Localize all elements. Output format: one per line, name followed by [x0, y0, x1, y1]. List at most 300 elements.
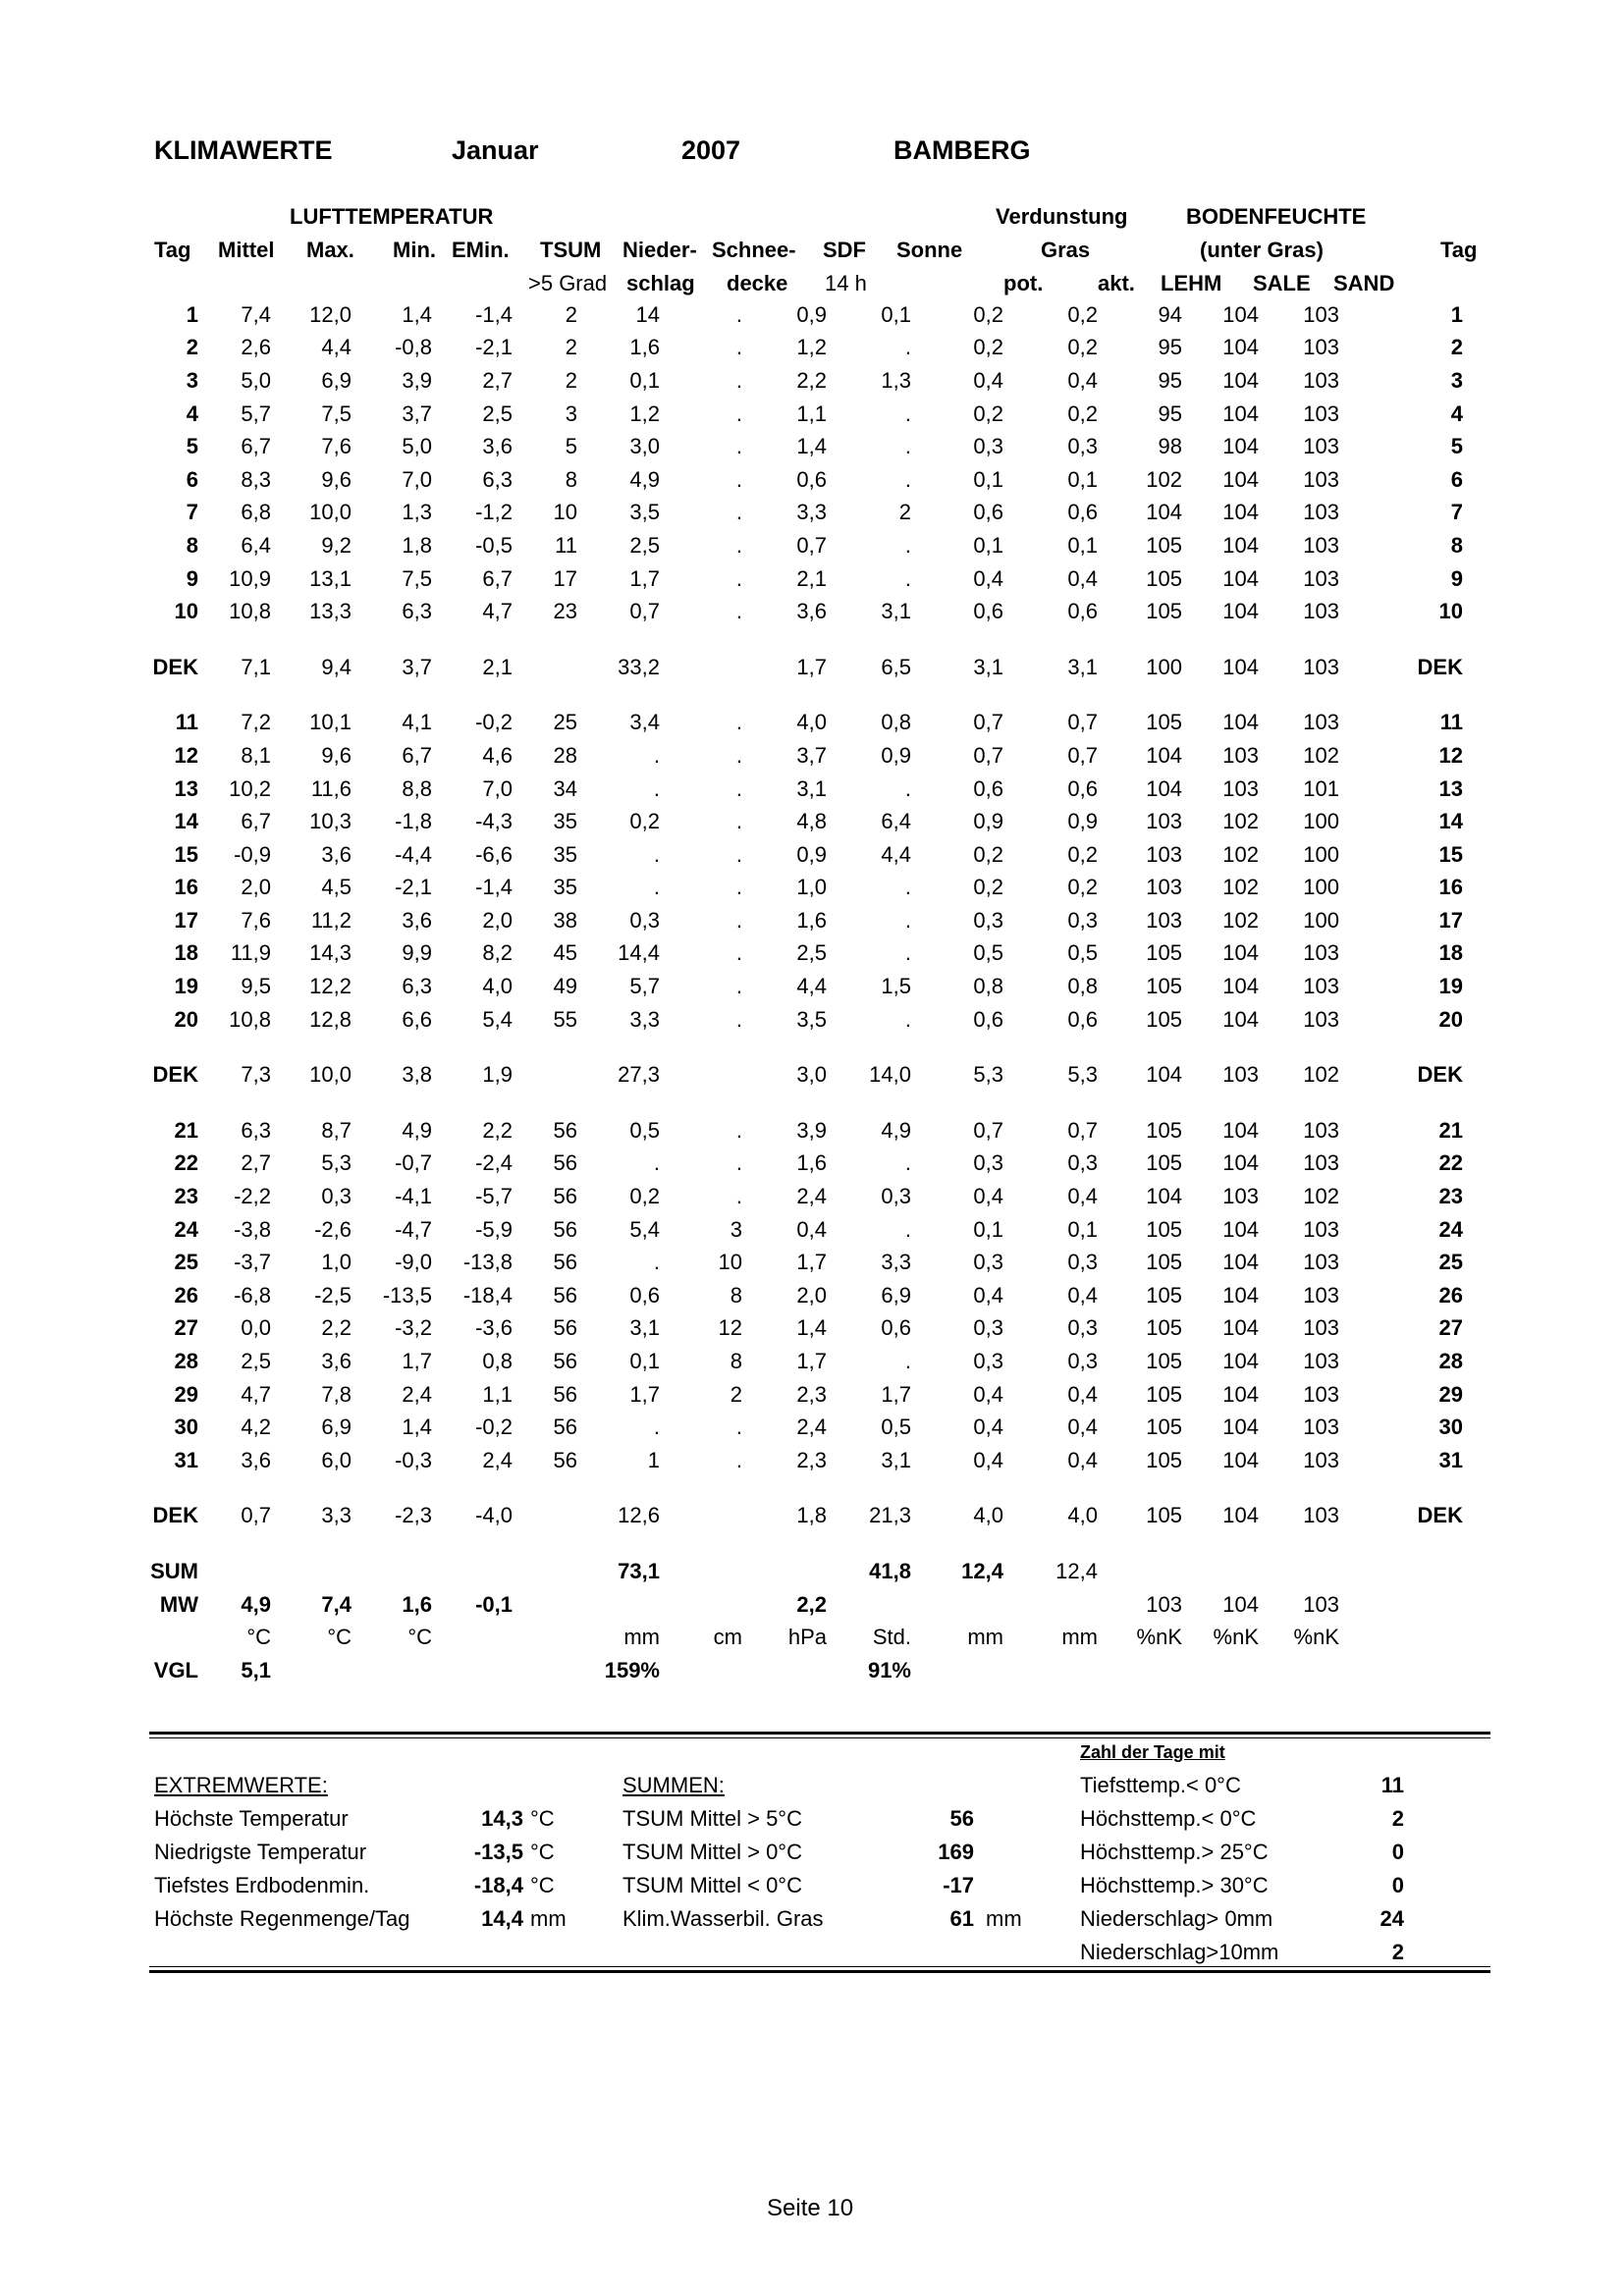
- cell: 8: [730, 1282, 742, 1308]
- cell: [660, 1555, 742, 1588]
- cell: .: [735, 907, 742, 933]
- table-row: [149, 497, 1463, 530]
- cell: 3,0: [629, 434, 660, 459]
- cell: 4,9: [881, 1117, 911, 1143]
- cell: 0,1: [973, 1216, 1003, 1242]
- cell: [827, 1588, 911, 1622]
- cell: [660, 1500, 742, 1533]
- cell: 6,5: [881, 654, 911, 679]
- tage-value: 0: [1391, 1840, 1404, 1864]
- cell: 104: [1222, 434, 1259, 459]
- header-unter-gras: (unter Gras): [1200, 238, 1324, 262]
- cell: 105: [1146, 532, 1182, 558]
- cell: .: [735, 335, 742, 360]
- cell: 11,6: [310, 775, 352, 801]
- table-row: [149, 872, 1463, 905]
- tage-label: Niederschlag> 0mm: [1080, 1906, 1273, 1931]
- header-grad5: >5 Grad: [528, 271, 608, 295]
- cell: 14,3: [309, 940, 352, 966]
- cell: 102: [1303, 742, 1339, 768]
- spacer-row: [149, 684, 1463, 707]
- cell: 103: [1303, 500, 1339, 525]
- cell: 6: [1450, 466, 1463, 492]
- cell: 5,3: [1067, 1062, 1098, 1088]
- cell: 0,7: [973, 710, 1003, 735]
- cell: 3: [730, 1216, 742, 1242]
- cell: 0,4: [1067, 1447, 1098, 1472]
- cell: 105: [1146, 1415, 1182, 1440]
- cell: 31: [174, 1447, 198, 1472]
- cell: Std.: [872, 1625, 911, 1650]
- cell: [1003, 1588, 1098, 1622]
- cell: 103: [1303, 654, 1339, 679]
- cell: 0,1: [973, 532, 1003, 558]
- extremwert-value: -18,4: [473, 1873, 523, 1897]
- cell: 0,8: [973, 974, 1003, 999]
- cell: 103: [1303, 301, 1339, 327]
- cell: 3,6: [482, 434, 513, 459]
- cell: 2,2: [321, 1315, 352, 1341]
- cell: 2,2: [796, 1591, 827, 1617]
- cell: 0,9: [796, 841, 827, 867]
- cell: 2,5: [482, 400, 513, 426]
- cell: 3,1: [1067, 654, 1098, 679]
- cell: 33,2: [618, 654, 660, 679]
- cell: 12: [1438, 742, 1463, 768]
- cell: 34: [553, 775, 577, 801]
- cell: [1339, 1654, 1463, 1687]
- cell: .: [735, 565, 742, 591]
- cell: 1,7: [881, 1381, 911, 1407]
- cell: 14,0: [869, 1062, 911, 1088]
- cell: 100: [1303, 875, 1339, 900]
- cell: [911, 1588, 1003, 1622]
- cell: 3,4: [629, 710, 660, 735]
- cell: .: [904, 1216, 911, 1242]
- cell: 0,4: [1067, 565, 1098, 591]
- cell: 27: [174, 1315, 198, 1341]
- cell: cm: [713, 1625, 742, 1650]
- cell: 5,3: [321, 1150, 352, 1176]
- cell: 9: [186, 565, 198, 591]
- cell: 7,8: [321, 1381, 352, 1407]
- cell: 2: [898, 500, 911, 525]
- cell: 102: [1222, 875, 1259, 900]
- header-max: Max.: [306, 238, 354, 262]
- cell: 100: [1303, 809, 1339, 834]
- cell: 4,0: [973, 1503, 1003, 1528]
- cell: .: [653, 1415, 660, 1440]
- cell: 0,7: [1067, 742, 1098, 768]
- cell: 5,4: [629, 1216, 660, 1242]
- cell: 4,9: [402, 1117, 432, 1143]
- cell: 104: [1146, 1184, 1182, 1209]
- cell: DEK: [1417, 1503, 1463, 1528]
- cell: 0,3: [1067, 1349, 1098, 1374]
- cell: .: [904, 565, 911, 591]
- header-gras: Gras: [1041, 238, 1091, 262]
- cell: .: [904, 875, 911, 900]
- title-station: BAMBERG: [893, 135, 1031, 165]
- cell: 105: [1146, 710, 1182, 735]
- dek-row: [149, 1058, 1463, 1092]
- extremwert-unit: mm: [530, 1906, 567, 1931]
- cell: 0,4: [1067, 1381, 1098, 1407]
- cell: 103: [1146, 1591, 1182, 1617]
- cell: 0,6: [1067, 775, 1098, 801]
- cell: 103: [1146, 841, 1182, 867]
- cell: .: [735, 301, 742, 327]
- cell: 3,3: [881, 1250, 911, 1275]
- cell: .: [735, 809, 742, 834]
- cell: .: [735, 1150, 742, 1176]
- cell: 20: [174, 1006, 198, 1032]
- summen-value: -17: [943, 1873, 974, 1897]
- cell: 4,7: [241, 1381, 271, 1407]
- cell: 8,2: [482, 940, 513, 966]
- cell: 0,3: [1067, 1150, 1098, 1176]
- cell: 0,3: [881, 1184, 911, 1209]
- cell: 24: [1438, 1216, 1463, 1242]
- cell: [513, 1500, 577, 1533]
- cell: 95: [1158, 400, 1182, 426]
- cell: .: [904, 434, 911, 459]
- cell: 4,9: [629, 466, 660, 492]
- cell: 5,0: [241, 367, 271, 393]
- cell: 105: [1146, 1315, 1182, 1341]
- cell: 16: [174, 875, 198, 900]
- cell: 21,3: [869, 1503, 911, 1528]
- cell: [513, 1588, 577, 1622]
- cell: 104: [1222, 335, 1259, 360]
- cell: -1,4: [475, 875, 513, 900]
- cell: [1182, 1654, 1259, 1687]
- cell: 3,7: [796, 742, 827, 768]
- cell: .: [735, 841, 742, 867]
- cell: 104: [1222, 654, 1259, 679]
- cell: -0,1: [475, 1591, 513, 1617]
- header-lufttemperatur: LUFTTEMPERATUR: [290, 204, 494, 229]
- cell: [660, 651, 742, 684]
- cell: 1,7: [629, 1381, 660, 1407]
- cell: 3,1: [629, 1315, 660, 1341]
- cell: 6,9: [881, 1282, 911, 1308]
- cell: -18,4: [462, 1282, 513, 1308]
- cell: 103: [1303, 1282, 1339, 1308]
- cell: 13,3: [309, 599, 352, 624]
- cell: 56: [553, 1447, 577, 1472]
- table-row: [149, 430, 1463, 463]
- cell: 7,5: [402, 565, 432, 591]
- cell: 102: [1303, 1062, 1339, 1088]
- cell: 6,6: [402, 1006, 432, 1032]
- cell: 12,6: [618, 1503, 660, 1528]
- cell: -2,6: [314, 1216, 352, 1242]
- cell: 0,3: [321, 1184, 352, 1209]
- title-klimawerte: KLIMAWERTE: [154, 135, 333, 165]
- table-row: [149, 1114, 1463, 1148]
- cell: 0,1: [1067, 466, 1098, 492]
- header-schnee: Schnee-: [712, 238, 796, 262]
- cell: 28: [553, 742, 577, 768]
- cell: 105: [1146, 1117, 1182, 1143]
- cell: 2,4: [482, 1447, 513, 1472]
- cell: .: [735, 367, 742, 393]
- cell: [1339, 1621, 1463, 1654]
- spacer-row: [149, 1532, 1463, 1555]
- cell: 9,6: [321, 466, 352, 492]
- cell: 3,6: [241, 1447, 271, 1472]
- cell: 6,4: [881, 809, 911, 834]
- cell: 4,0: [482, 974, 513, 999]
- cell: 105: [1146, 1381, 1182, 1407]
- cell: 16: [1438, 875, 1463, 900]
- cell: .: [735, 400, 742, 426]
- cell: 21: [174, 1117, 198, 1143]
- cell: .: [904, 466, 911, 492]
- cell: -3,2: [395, 1315, 432, 1341]
- table-row: [149, 1003, 1463, 1037]
- cell: 91%: [867, 1657, 911, 1682]
- cell: 7,6: [321, 434, 352, 459]
- cell: 0,6: [973, 775, 1003, 801]
- cell: 12,2: [309, 974, 352, 999]
- cell: -1,4: [475, 301, 513, 327]
- cell: 41,8: [869, 1558, 911, 1583]
- cell: 2,4: [796, 1184, 827, 1209]
- cell: 104: [1222, 301, 1259, 327]
- cell: 12,0: [309, 301, 352, 327]
- cell: 1,7: [796, 1349, 827, 1374]
- cell: 2,0: [241, 875, 271, 900]
- cell: 5,4: [482, 1006, 513, 1032]
- table-row: [149, 332, 1463, 365]
- cell: 1,0: [321, 1250, 352, 1275]
- cell: -6,6: [475, 841, 513, 867]
- cell: 102: [1222, 841, 1259, 867]
- cell: 100: [1303, 841, 1339, 867]
- cell: 0,4: [796, 1216, 827, 1242]
- cell: .: [735, 1117, 742, 1143]
- cell: 56: [553, 1349, 577, 1374]
- cell: 14: [174, 809, 198, 834]
- cell: 26: [1438, 1282, 1463, 1308]
- cell: 56: [553, 1315, 577, 1341]
- table-row: [149, 1246, 1463, 1279]
- cell: [352, 1654, 432, 1687]
- summen-label: Klim.Wasserbil. Gras: [622, 1906, 824, 1931]
- cell: -2,3: [395, 1503, 432, 1528]
- cell: 17: [174, 907, 198, 933]
- cell: 104: [1222, 1415, 1259, 1440]
- cell: 103: [1303, 1315, 1339, 1341]
- cell: 13: [174, 775, 198, 801]
- divider-bottom-thick: [149, 1970, 1490, 1973]
- table-row: [149, 1444, 1463, 1477]
- cell: 0,6: [629, 1282, 660, 1308]
- cell: 103: [1303, 1250, 1339, 1275]
- header-tsum: TSUM: [540, 238, 602, 262]
- sum-row: [149, 1555, 1463, 1588]
- cell: 98: [1158, 434, 1182, 459]
- cell: 6,3: [402, 974, 432, 999]
- cell: [513, 1555, 577, 1588]
- cell: -1,2: [475, 500, 513, 525]
- tage-value: 2: [1391, 1806, 1404, 1831]
- cell: 4,4: [796, 974, 827, 999]
- cell: 19: [174, 974, 198, 999]
- cell: .: [653, 875, 660, 900]
- cell: DEK: [1417, 654, 1463, 679]
- cell: 49: [553, 974, 577, 999]
- cell: 23: [1438, 1184, 1463, 1209]
- cell: -2,2: [234, 1184, 271, 1209]
- cell: -4,0: [475, 1503, 513, 1528]
- cell: 4,4: [321, 335, 352, 360]
- cell: 0,2: [1067, 335, 1098, 360]
- tage-label: Höchsttemp.> 30°C: [1080, 1873, 1269, 1897]
- cell: 0,2: [1067, 841, 1098, 867]
- cell: .: [735, 775, 742, 801]
- cell: 103: [1303, 1150, 1339, 1176]
- cell: 6,4: [241, 532, 271, 558]
- cell: 0,4: [1067, 1415, 1098, 1440]
- cell: .: [904, 775, 911, 801]
- cell: 104: [1222, 1216, 1259, 1242]
- cell: 104: [1222, 1006, 1259, 1032]
- table-row: [149, 1279, 1463, 1312]
- header-lehm: LEHM: [1161, 271, 1222, 295]
- cell: 105: [1146, 1349, 1182, 1374]
- cell: 8,1: [241, 742, 271, 768]
- cell: 14: [635, 301, 660, 327]
- table-row: [149, 1345, 1463, 1378]
- extremwert-label: Tiefstes Erdbodenmin.: [154, 1873, 370, 1897]
- table-row: [149, 970, 1463, 1003]
- table-row: [149, 463, 1463, 497]
- tage-heading: Zahl der Tage mit: [1080, 1742, 1225, 1762]
- cell: 0,7: [973, 1117, 1003, 1143]
- cell: .: [653, 841, 660, 867]
- extremwert-value: -13,5: [473, 1840, 523, 1864]
- header-sdf: SDF: [823, 238, 866, 262]
- cell: 3: [186, 367, 198, 393]
- header-sonne: Sonne: [896, 238, 963, 262]
- cell: 3,6: [796, 599, 827, 624]
- cell: 3,0: [796, 1062, 827, 1088]
- cell: [1098, 1654, 1182, 1687]
- extremwert-unit: °C: [530, 1840, 555, 1864]
- cell: 20: [1438, 1006, 1463, 1032]
- cell: .: [735, 466, 742, 492]
- cell: 1,3: [881, 367, 911, 393]
- cell: DEK: [152, 1062, 198, 1088]
- cell: 0,7: [973, 742, 1003, 768]
- cell: 0,3: [973, 1250, 1003, 1275]
- cell: 56: [553, 1250, 577, 1275]
- cell: 73,1: [618, 1558, 660, 1583]
- cell: 0,4: [973, 1381, 1003, 1407]
- cell: .: [735, 974, 742, 999]
- cell: .: [735, 532, 742, 558]
- cell: 0,5: [973, 940, 1003, 966]
- cell: .: [735, 434, 742, 459]
- cell: 38: [553, 907, 577, 933]
- cell: 0,2: [973, 841, 1003, 867]
- cell: 0,2: [1067, 400, 1098, 426]
- cell: 104: [1222, 565, 1259, 591]
- cell: 6,7: [241, 809, 271, 834]
- cell: 0,2: [973, 400, 1003, 426]
- cell: 27: [1438, 1315, 1463, 1341]
- cell: 5,3: [973, 1062, 1003, 1088]
- cell: 5,7: [241, 400, 271, 426]
- cell: 5: [1450, 434, 1463, 459]
- cell: 3,3: [796, 500, 827, 525]
- cell: 103: [1146, 907, 1182, 933]
- cell: 0,4: [973, 1447, 1003, 1472]
- cell: 103: [1303, 1591, 1339, 1617]
- cell: 102: [1222, 809, 1259, 834]
- cell: 9,5: [241, 974, 271, 999]
- cell: 56: [553, 1282, 577, 1308]
- cell: 12,4: [961, 1558, 1003, 1583]
- cell: 104: [1222, 532, 1259, 558]
- cell: -4,1: [395, 1184, 432, 1209]
- cell: -2,1: [475, 335, 513, 360]
- cell: 19: [1438, 974, 1463, 999]
- cell: 1,4: [402, 301, 432, 327]
- cell: 0,9: [1067, 809, 1098, 834]
- header-tag: Tag: [154, 238, 191, 262]
- cell: 1,0: [796, 875, 827, 900]
- cell: 101: [1303, 775, 1339, 801]
- cell: 27,3: [618, 1062, 660, 1088]
- cell: -0,5: [475, 532, 513, 558]
- cell: 103: [1303, 1447, 1339, 1472]
- cell: 8: [1450, 532, 1463, 558]
- cell: 15: [174, 841, 198, 867]
- cell: 103: [1303, 1117, 1339, 1143]
- cell: DEK: [1417, 1062, 1463, 1088]
- cell: -4,3: [475, 809, 513, 834]
- cell: 104: [1222, 1349, 1259, 1374]
- cell: 6,3: [402, 599, 432, 624]
- cell: mm: [967, 1625, 1003, 1650]
- divider-bottom-thin: [149, 1966, 1490, 1967]
- cell: .: [735, 599, 742, 624]
- cell: %nK: [1136, 1625, 1182, 1650]
- cell: 29: [1438, 1381, 1463, 1407]
- table-row: [149, 773, 1463, 806]
- cell: 0,7: [241, 1503, 271, 1528]
- cell: 0,9: [973, 809, 1003, 834]
- cell: 0,4: [1067, 1282, 1098, 1308]
- cell: [1339, 1588, 1463, 1622]
- table-row: [149, 529, 1463, 562]
- cell: 105: [1146, 974, 1182, 999]
- cell: .: [904, 940, 911, 966]
- cell: .: [735, 742, 742, 768]
- cell: 103: [1303, 1216, 1339, 1242]
- cell: 7,1: [241, 654, 271, 679]
- extremwert-label: Niedrigste Temperatur: [154, 1840, 367, 1864]
- cell: 10,0: [309, 1062, 352, 1088]
- cell: [432, 1654, 513, 1687]
- header-mittel: Mittel: [218, 238, 275, 262]
- cell: -0,2: [475, 710, 513, 735]
- cell: 104: [1222, 974, 1259, 999]
